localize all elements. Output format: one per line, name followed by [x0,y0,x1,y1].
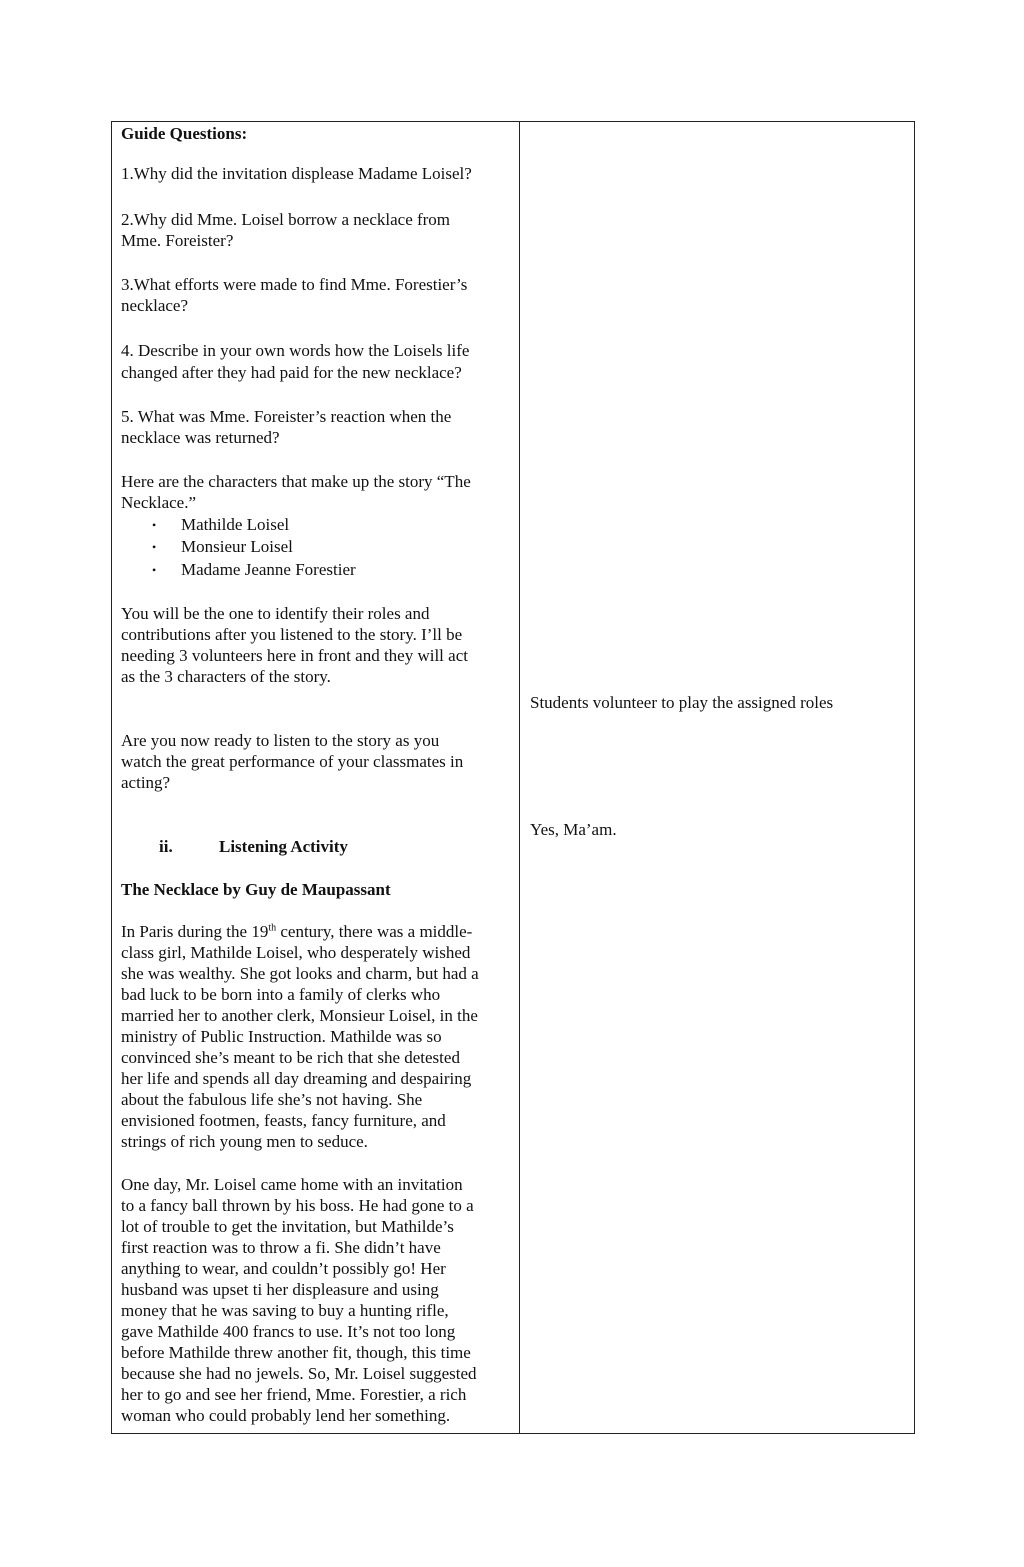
ready-question-line: acting? [121,773,171,792]
story-paragraph-2-line: anything to wear, and couldn’t possibly go! Her [121,1259,446,1278]
story-paragraph-2-line: her to go and see her friend, Mme. Forestier, a rich [121,1385,467,1404]
story-paragraph-1-line: bad luck to be born into a family of clerks who [121,985,441,1004]
student-response-yes: Yes, Ma’am. [530,820,617,839]
story-paragraph-2-line: before Mathilde threw another fit, though, this time [121,1343,471,1362]
story-paragraph-1-line: about the fabulous life she’s not having. She [121,1090,423,1109]
instructions-line: contributions after you listened to the story. I’ll be [121,625,463,644]
characters-intro-line-1: Here are the characters that make up the story “The [121,472,471,491]
story-paragraph-2-line: husband was upset ti her displeasure and using [121,1280,439,1299]
question-3-line-2: necklace? [121,296,188,315]
story-paragraph-1-line: ministry of Public Instruction. Mathilde was so [121,1027,442,1046]
guide-questions-heading: Guide Questions: [121,124,248,143]
lesson-table [111,121,915,1434]
question-5-line-2: necklace was returned? [121,428,280,447]
story-paragraph-2-line: One day, Mr. Loisel came home with an invitation [121,1175,463,1194]
story-paragraph-1-line: strings of rich young men to seduce. [121,1132,368,1151]
question-3-line-1: 3.What efforts were made to find Mme. Forestier’s [121,275,468,294]
bullet-icon: • [152,518,157,532]
character-item: Madame Jeanne Forestier [181,560,356,579]
ready-question-line: watch the great performance of your classmates in [121,752,464,771]
story-paragraph-1-line: In Paris during the 19th century, there was a middle- [121,922,473,941]
instructions-line: as the 3 characters of the story. [121,667,331,686]
characters-intro-line-2: Necklace.” [121,493,197,512]
story-paragraph-1-line: married her to another clerk, Monsieur Loisel, in the [121,1006,478,1025]
section-number: ii. [159,837,173,856]
character-item: Mathilde Loisel [181,515,290,534]
story-paragraph-2-line: because she had no jewels. So, Mr. Loisel suggested [121,1364,477,1383]
question-4-line-1: 4. Describe in your own words how the Loisels life [121,341,470,360]
instructions-line: You will be the one to identify their roles and [121,604,430,623]
story-title: The Necklace by Guy de Maupassant [121,880,391,899]
story-paragraph-1-line: class girl, Mathilde Loisel, who desperately wished [121,943,471,962]
bullet-icon: • [152,540,157,554]
column-divider [519,122,520,1433]
section-title: Listening Activity [219,837,348,856]
character-item: Monsieur Loisel [181,537,293,556]
story-paragraph-2-line: lot of trouble to get the invitation, but Mathilde’s [121,1217,454,1236]
ready-question-line: Are you now ready to listen to the story as you [121,731,440,750]
question-2-line-1: 2.Why did Mme. Loisel borrow a necklace from [121,210,451,229]
question-5-line-1: 5. What was Mme. Foreister’s reaction when the [121,407,452,426]
story-paragraph-1-line: her life and spends all day dreaming and despairing [121,1069,472,1088]
student-response-volunteer: Students volunteer to play the assigned roles [530,693,834,712]
story-paragraph-2-line: woman who could probably lend her something. [121,1406,451,1425]
question-2-line-2: Mme. Foreister? [121,231,234,250]
story-paragraph-1-line: envisioned footmen, feasts, fancy furniture, and [121,1111,446,1130]
question-4-line-2: changed after they had paid for the new necklace? [121,363,462,382]
story-paragraph-2-line: money that he was saving to buy a hunting rifle, [121,1301,449,1320]
story-paragraph-2-line: gave Mathilde 400 francs to use. It’s not too long [121,1322,456,1341]
story-paragraph-1-line: convinced she’s meant to be rich that she detested [121,1048,460,1067]
question-1: 1.Why did the invitation displease Madame Loisel? [121,164,472,183]
bullet-icon: • [152,563,157,577]
story-paragraph-1-line: she was wealthy. She got looks and charm, but had a [121,964,479,983]
instructions-line: needing 3 volunteers here in front and they will act [121,646,468,665]
story-paragraph-2-line: first reaction was to throw a fi. She didn’t have [121,1238,441,1257]
story-paragraph-2-line: to a fancy ball thrown by his boss. He had gone to a [121,1196,474,1215]
